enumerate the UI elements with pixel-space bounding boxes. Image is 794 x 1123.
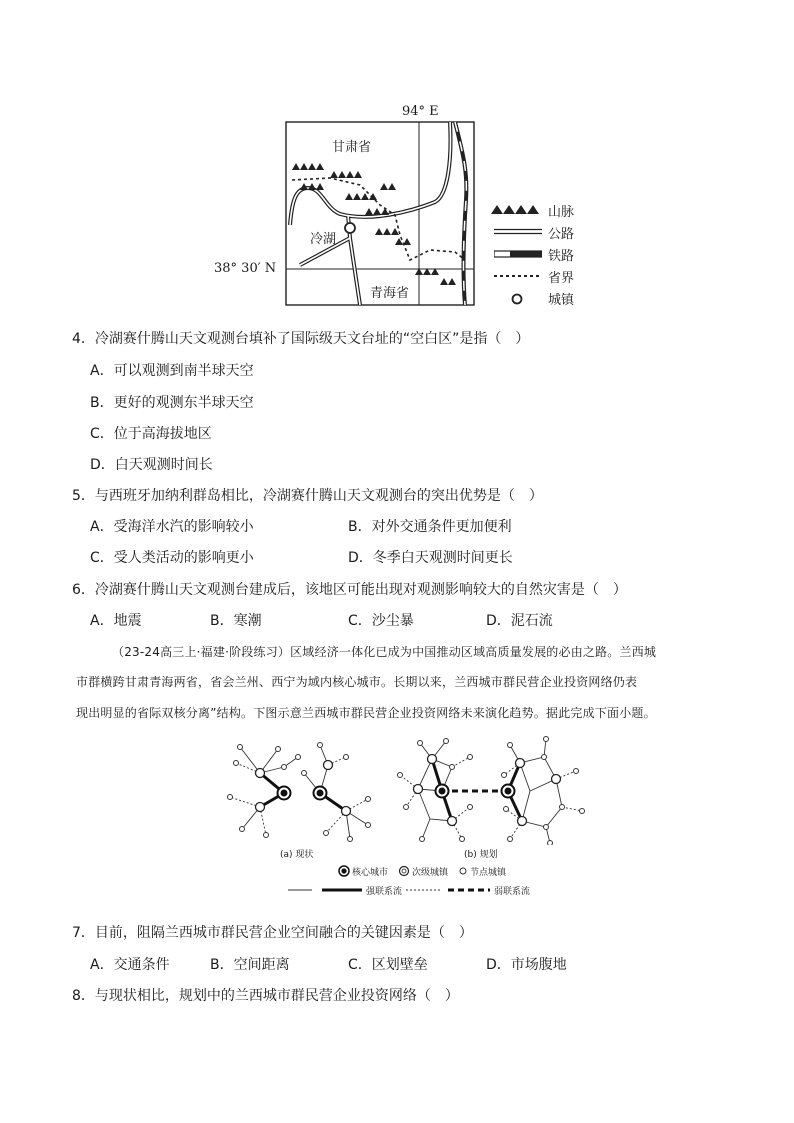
legend-weak-flow: 弱联系流 [494,887,531,897]
map-figure [200,100,600,315]
weak-flow-icon [406,887,490,893]
latitude-label: 38° 30′ N [214,261,277,276]
longitude-label: 94° E [402,104,439,119]
q6-option-b: B．寒潮 [210,613,262,629]
legend-label-road: 公路 [548,227,575,242]
q5-option-d: D．冬季白天观测时间更长 [348,550,513,566]
lenghu-town-label: 冷湖 [310,232,337,247]
question-4-stem: 4．冷湖赛什腾山天文观测台填补了国际级天文台址的“空白区”是指（ ） [72,331,530,347]
mountain-icon [490,203,542,215]
legend-label-boundary: 省界 [548,271,575,286]
question-5-stem: 5．与西班牙加纳利群岛相比，冷湖赛什腾山天文观测台的突出优势是（ ） [72,488,543,504]
q7-option-d: D．市场腹地 [486,957,567,973]
network-figure [200,735,600,905]
legend-core-city: 核心城市 [352,868,389,878]
q5-option-a: A．受海洋水汽的影响较小 [90,519,254,535]
network-diagram [200,735,600,845]
qinghai-province-label: 青海省 [370,286,410,301]
railway-icon [494,250,542,258]
legend-node-town: 节点城镇 [470,868,507,878]
q6-option-d: D．泥石流 [486,613,553,629]
q7-option-c: C．区划壁垒 [348,957,428,973]
q6-option-a: A．地震 [90,613,142,629]
caption-planned: (b) 规划 [464,850,498,860]
q7-option-a: A．交通条件 [90,957,170,973]
node-town-icon [458,866,468,876]
road-icon [494,228,542,236]
q5-option-b: B．对外交通条件更加便利 [348,519,512,535]
question-6-stem: 6．冷湖赛什腾山天文观测台建成后，该地区可能出现对观测影响较大的自然灾害是（ ） [72,582,627,598]
passage-line-1: （23-24高三上·福建·阶段练习）区域经济一体化已成为中国推动区域高质量发展的必由之路。兰西城 [112,645,657,659]
map-legend [490,200,600,312]
gansu-province-label: 甘肃省 [332,140,372,155]
q5-option-c: C．受人类活动的影响更小 [90,550,254,566]
legend-label-mountain: 山脉 [548,205,575,220]
caption-current: (a) 现状 [280,850,314,860]
town-icon [510,292,524,306]
passage-line-3: 现出明显的省际双核分离”结构。下图示意兰西城市群民营企业投资网络未来演化趋势。据此完成下面小题。 [76,706,656,720]
legend-label-town: 城镇 [548,293,575,308]
passage-line-2: 市群横跨甘肃青海两省，省会兰州、西宁为域内核心城市。长期以来，兰西城市群民营企业投资网络仍表 [76,675,638,689]
secondary-town-icon [398,865,410,877]
q4-option-b: B．更好的观测东半球天空 [90,395,254,411]
q7-option-b: B．空间距离 [210,957,290,973]
question-7-stem: 7．目前，阻隔兰西城市群民营企业空间融合的关键因素是（ ） [72,925,473,941]
legend-secondary-town: 次级城镇 [412,868,449,878]
q6-option-c: C．沙尘暴 [348,613,414,629]
q4-option-a: A．可以观测到南半球天空 [90,363,254,379]
question-8-stem: 8．与现状相比，规划中的兰西城市群民营企业投资网络（ ） [72,988,459,1004]
core-city-icon [338,865,350,877]
q4-option-d: D．白天观测时间长 [90,457,213,473]
provincial-boundary-icon [494,273,542,279]
q4-option-c: C．位于高海拔地区 [90,426,212,442]
strong-flow-icon [288,887,362,893]
legend-strong-flow: 强联系流 [366,887,403,897]
legend-label-railway: 铁路 [548,249,575,264]
